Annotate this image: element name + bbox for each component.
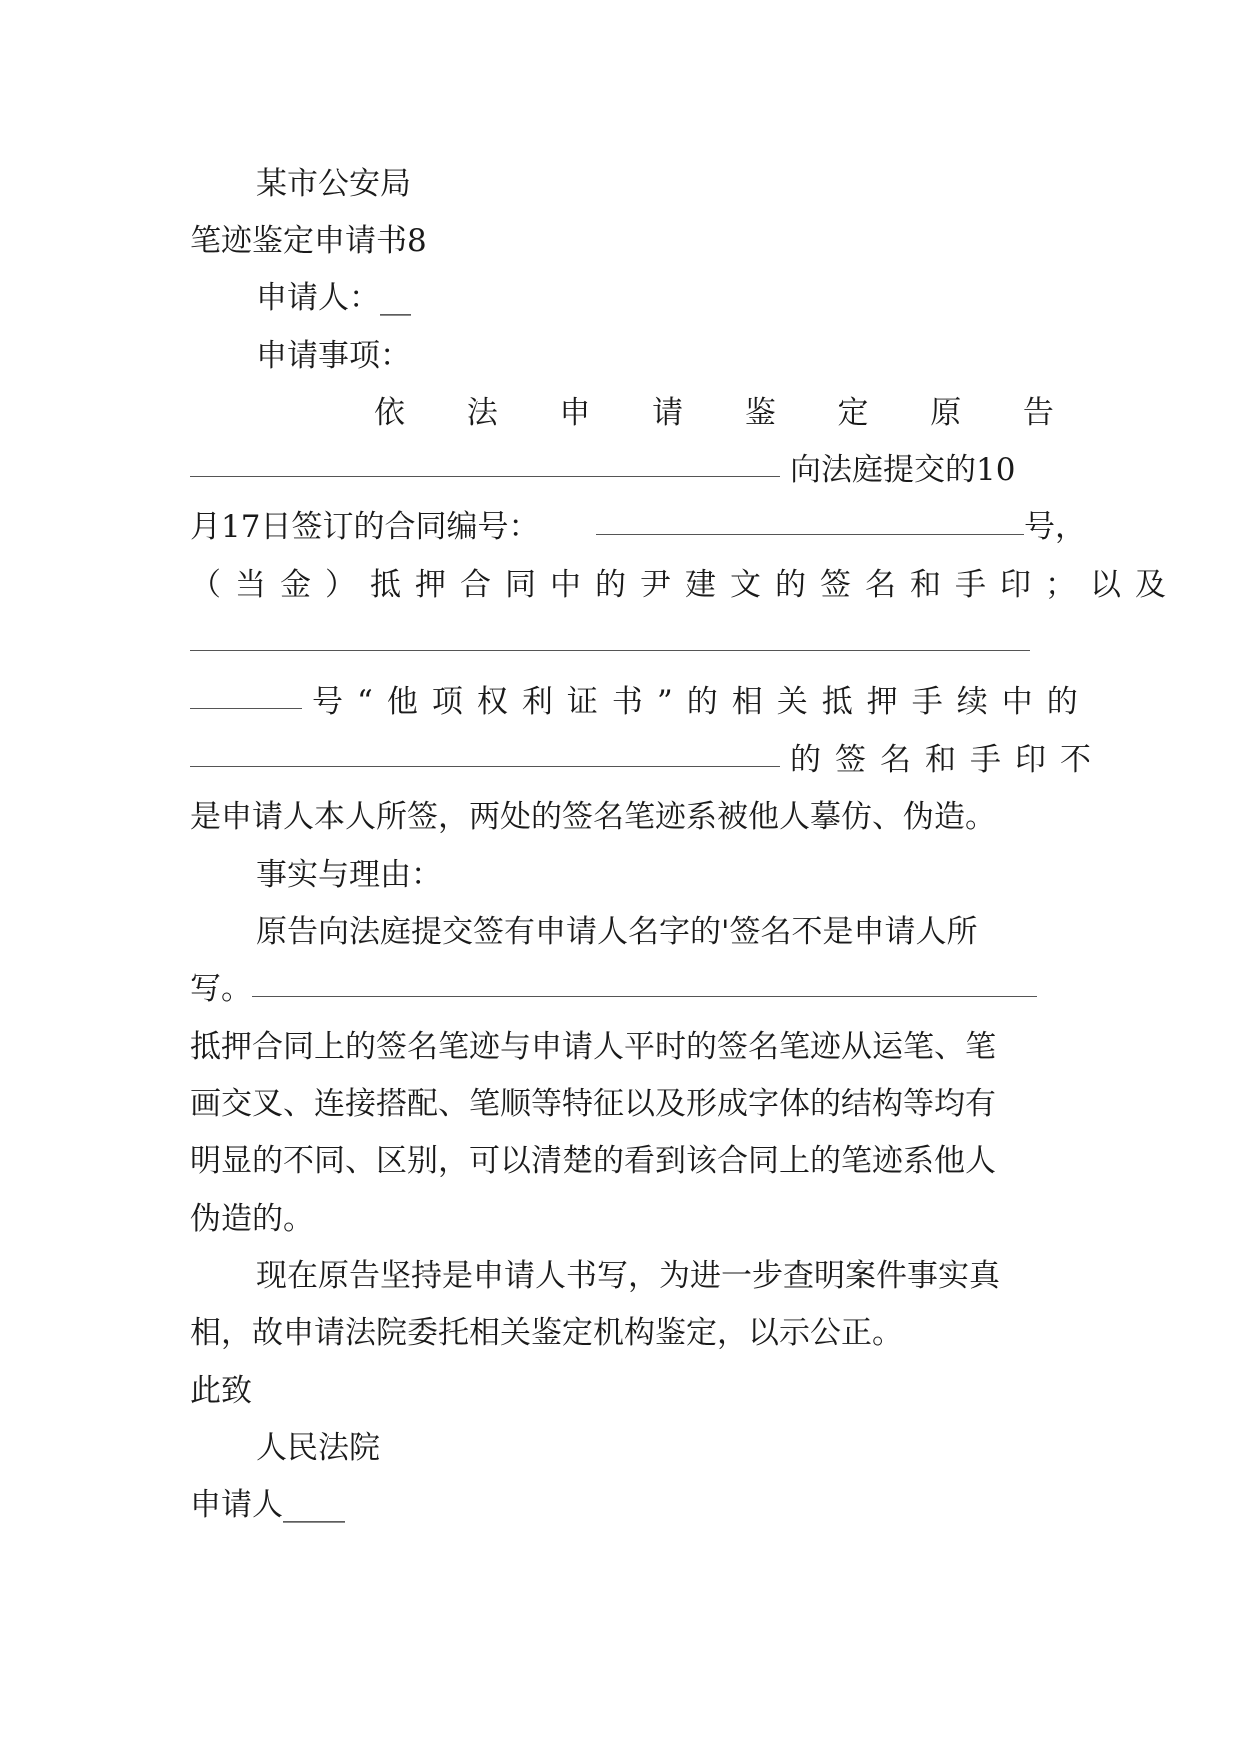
spread-text-line: [374, 393, 1054, 433]
spread-char: 申: [559, 395, 591, 431]
blank-underline: [596, 534, 1024, 535]
blank-underline: [190, 708, 302, 709]
closing-salutation: 此致: [190, 1373, 252, 1409]
spread-char: 原: [930, 395, 962, 431]
text-line: 明显的不同、区别，可以清楚的看到该合同上的笔迹系他人: [190, 1143, 996, 1179]
recipient-line: 某市公安局: [256, 166, 411, 202]
document-title: 笔迹鉴定申请书8: [190, 223, 427, 259]
text-line: 写。: [190, 971, 252, 1007]
blank-underline: [190, 476, 780, 477]
blank-underline: [190, 650, 1030, 651]
spread-char: 定: [837, 395, 869, 431]
text-line: 向法庭提交的10: [790, 452, 1016, 488]
text-line: 画交叉、连接搭配、笔顺等特征以及形成字体的结构等均有: [190, 1086, 996, 1122]
text-line: 号“他项权利证书”的相关抵押手续中的: [312, 684, 1092, 720]
spread-char: 请: [652, 395, 684, 431]
spread-char: 依: [374, 395, 405, 431]
text-line: 号，: [1024, 509, 1086, 545]
text-line: 是申请人本人所签，两处的签名笔迹系被他人摹仿、伪造。: [190, 799, 996, 835]
spread-char: 告: [1022, 395, 1054, 431]
text-line: 伪造的。: [190, 1201, 314, 1237]
text-line: 月17日签订的合同编号：: [190, 509, 540, 545]
application-items-heading: 申请事项：: [256, 338, 411, 374]
blank-underline: [190, 766, 780, 767]
spread-char: 法: [466, 395, 498, 431]
text-line: 抵押合同上的签名笔迹与申请人平时的签名笔迹从运笔、笔: [190, 1029, 996, 1065]
spread-char: 鉴: [744, 395, 776, 431]
text-line: 相，故申请法院委托相关鉴定机构鉴定，以示公正。: [190, 1315, 903, 1351]
applicant-signature-line: 申请人____: [190, 1487, 345, 1523]
text-line: （当金）抵押合同中的尹建文的签名和手印；以及: [190, 567, 1180, 603]
blank-underline: [252, 996, 1037, 997]
applicant-line: 申请人：__: [256, 280, 411, 316]
facts-reasons-heading: 事实与理由：: [256, 857, 442, 893]
text-line: 的签名和手印不: [790, 742, 1105, 778]
text-line: 现在原告坚持是申请人书写，为进一步查明案件事实真: [256, 1258, 1000, 1294]
text-line: 原告向法庭提交签有申请人名字的'签名不是申请人所: [256, 914, 978, 950]
court-name: 人民法院: [256, 1430, 380, 1466]
